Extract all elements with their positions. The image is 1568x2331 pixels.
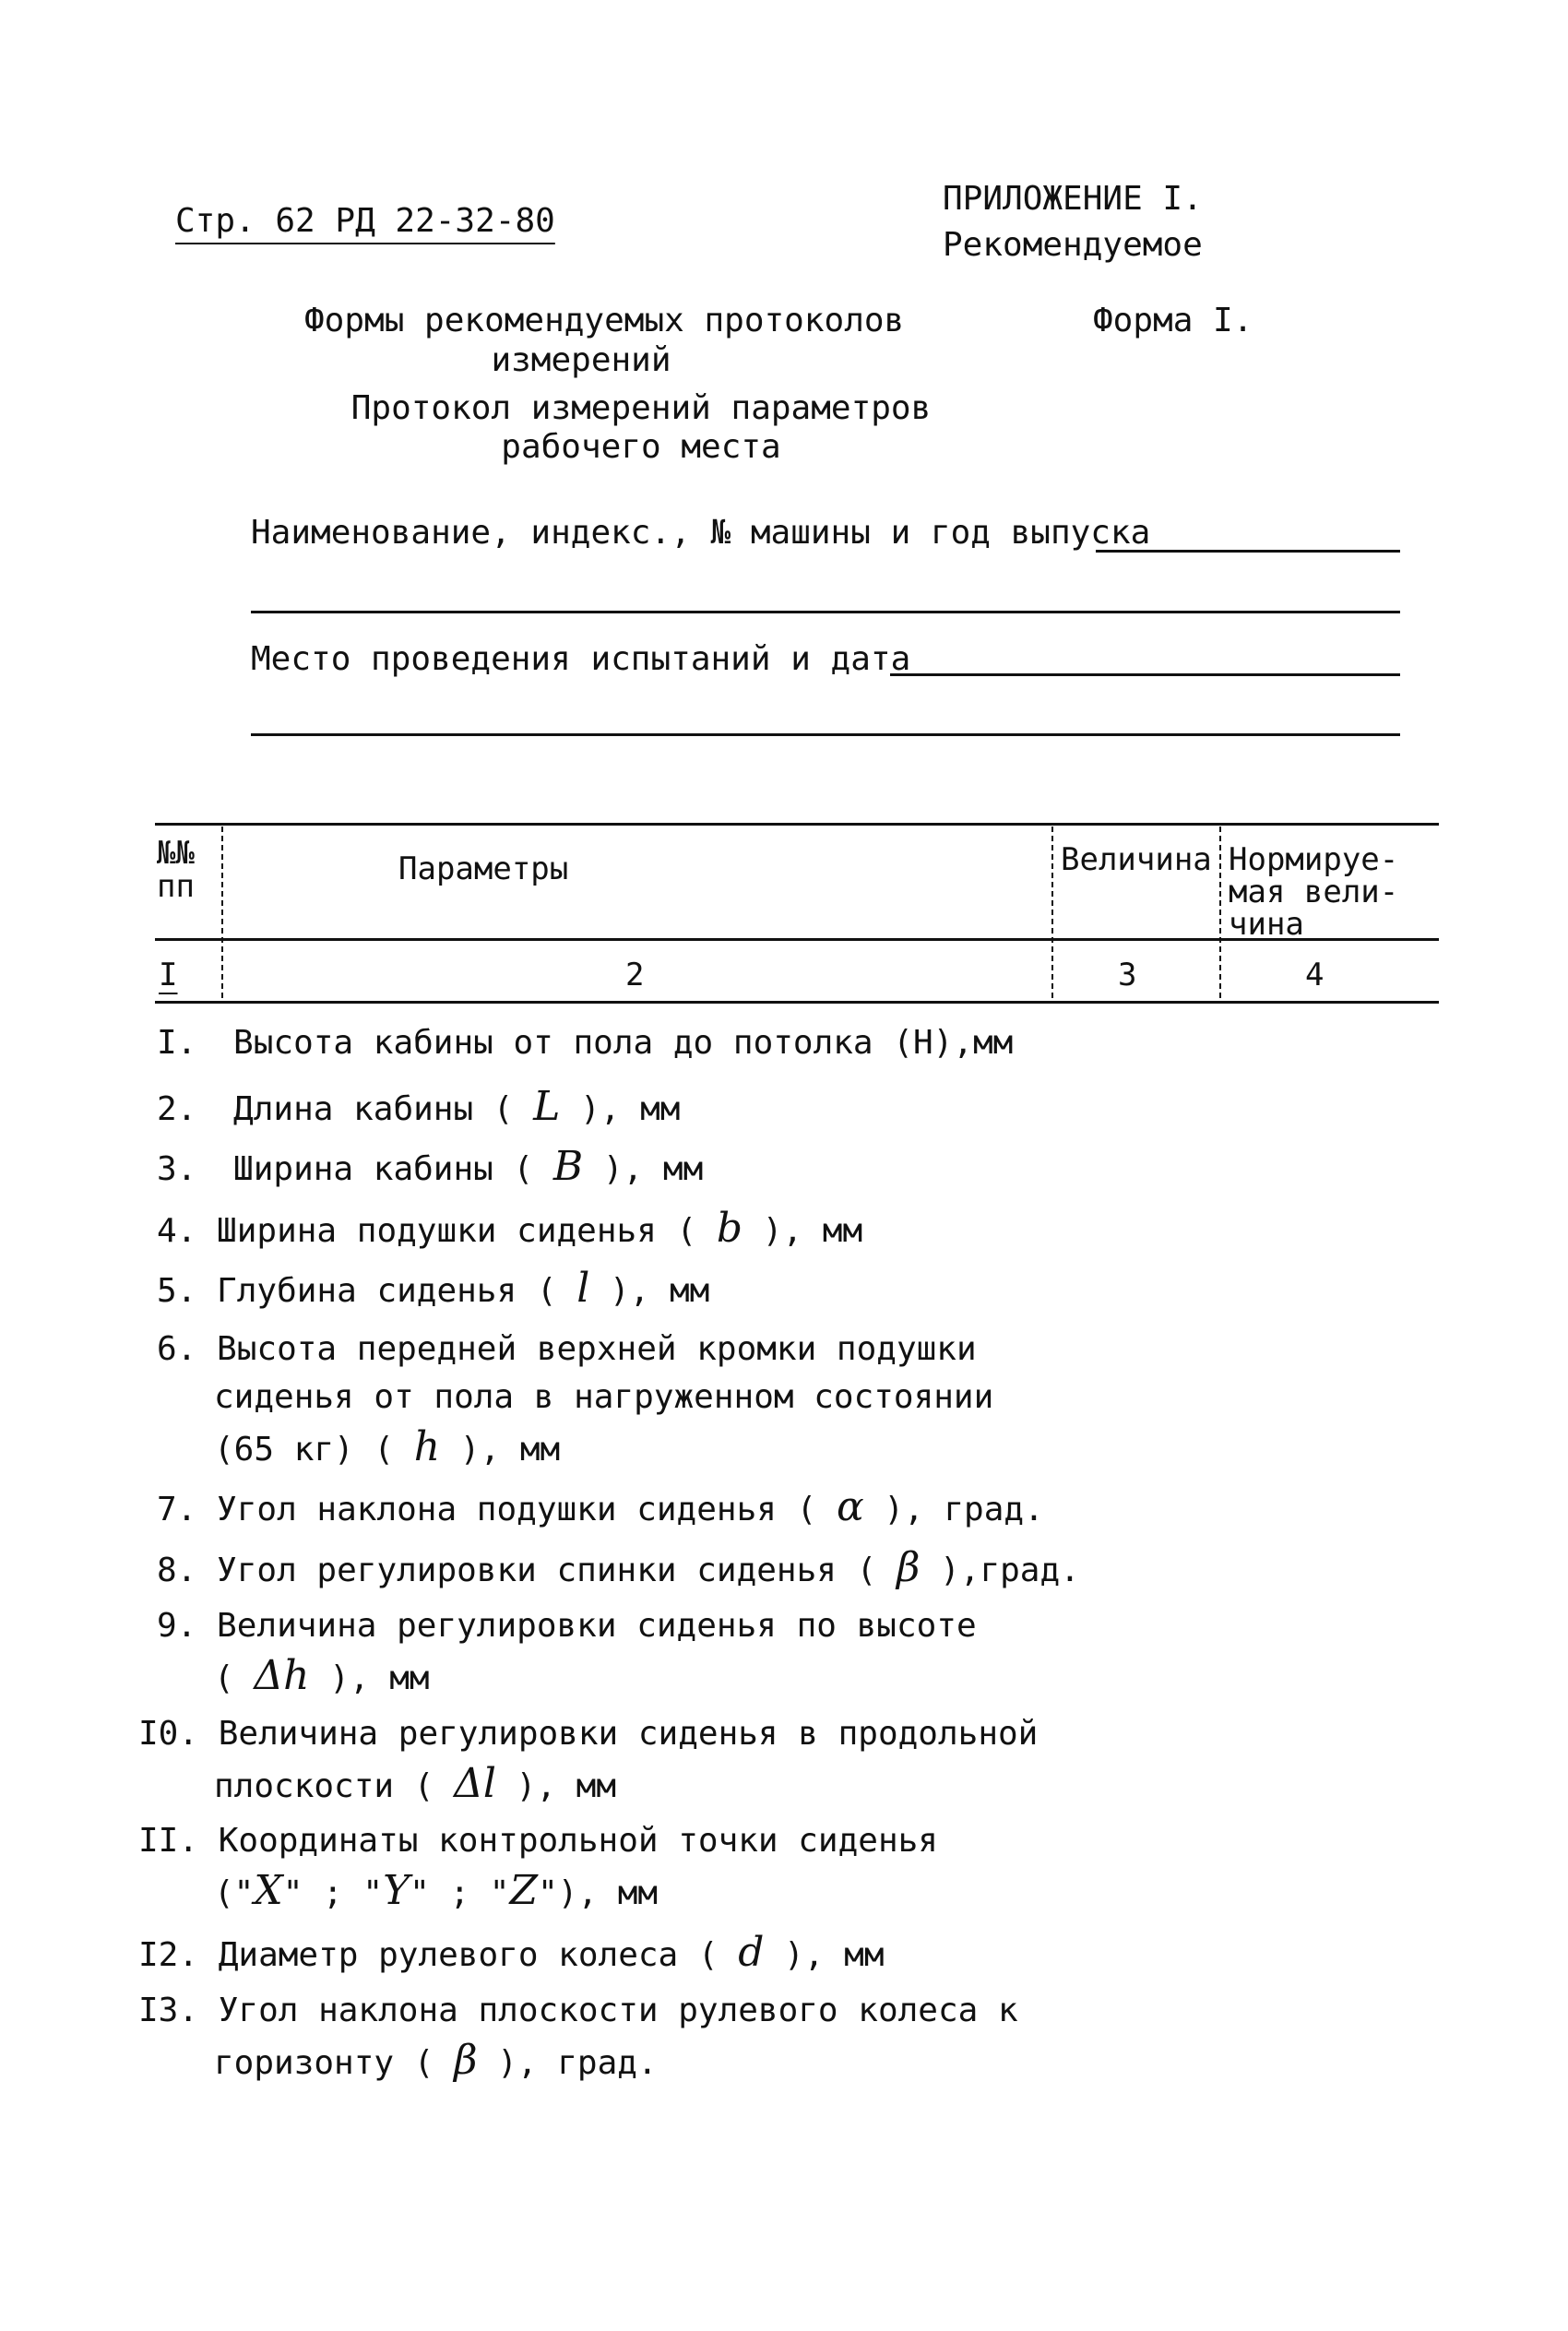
form-label: Форма I. [1093, 302, 1253, 339]
item-number: 8. [157, 1552, 197, 1589]
symbol-delta-h: Δh [254, 1652, 310, 1699]
item-text: Высота кабины от пола до потолка (Н),мм [233, 1024, 1014, 1062]
item-9: 9. Величина регулировки сиденья по высоте [157, 1607, 977, 1645]
item-number: II. [138, 1822, 199, 1860]
item-number: 4. [157, 1212, 197, 1250]
col-number-3: 3 [1118, 957, 1137, 993]
item-10-line-2: плоскости ( Δl ), мм [214, 1760, 617, 1807]
item-number: I. [157, 1024, 197, 1062]
item-10: I0. Величина регулировки сиденья в продольной [138, 1715, 1039, 1753]
item-6-line-3: (65 кг) ( h ), мм [214, 1423, 561, 1470]
item-7: 7. Угол наклона подушки сиденья ( α ), град. [157, 1483, 1044, 1530]
header-value: Величина [1061, 841, 1212, 878]
symbol-b: b [716, 1205, 743, 1252]
place-field-blank-2[interactable] [251, 733, 1400, 736]
item-11-line-2: ("X" ; "Y" ; "Z"), мм [214, 1867, 659, 1914]
header-num-line-1: №№ [157, 835, 195, 872]
appendix-status: Рекомендуемое [943, 226, 1203, 264]
symbol-beta: β [896, 1544, 921, 1591]
symbol-B: B [552, 1143, 584, 1190]
header-norm-line-2: мая вели- [1229, 874, 1399, 910]
symbol-L: L [533, 1083, 561, 1130]
item-9-line-2: ( Δh ), мм [214, 1652, 430, 1699]
item-12: I2. Диаметр рулевого колеса ( d ), мм [138, 1929, 885, 1976]
symbol-delta-l: Δl [454, 1760, 496, 1807]
item-number: 2. [157, 1090, 197, 1128]
title-line-3: Протокол измерений параметров [350, 389, 932, 427]
item-2: 2. Длина кабины ( L ), мм [157, 1083, 681, 1130]
header-norm-line-1: Нормируе- [1229, 841, 1399, 878]
symbol-z: Z [509, 1867, 539, 1914]
item-number: 6. [157, 1330, 197, 1368]
item-5: 5. Глубина сиденья ( l ), мм [157, 1265, 710, 1312]
table-bottom-rule [155, 1001, 1439, 1004]
header-num-line-2: пп [157, 868, 195, 905]
title-line-1: Формы рекомендуемых протоколов [304, 302, 905, 339]
col-number-2: 2 [625, 957, 645, 993]
place-field-blank[interactable] [890, 673, 1400, 676]
symbol-beta-2: β [454, 2037, 478, 2084]
col-number-4: 4 [1305, 957, 1324, 993]
table-col-divider-2 [1051, 827, 1053, 998]
place-field-label: Место проведения испытаний и дата [251, 640, 911, 678]
header-norm-line-3: чина [1229, 906, 1304, 943]
item-3: 3. Ширина кабины ( B ), мм [157, 1143, 704, 1190]
machine-field-blank-2[interactable] [251, 611, 1400, 613]
item-number: 7. [157, 1491, 197, 1528]
table-col-divider-3 [1219, 827, 1221, 998]
machine-field-label: Наименование, индекс., № машины и год выпуска [251, 514, 1151, 552]
symbol-y: Y [383, 1867, 410, 1914]
item-13: I3. Угол наклона плоскости рулевого колеса к [138, 1992, 1018, 2029]
symbol-l: l [576, 1265, 590, 1312]
item-6: 6. Высота передней верхней кромки подушки [157, 1330, 977, 1368]
item-number: I3. [138, 1992, 199, 2029]
item-11: II. Координаты контрольной точки сиденья [138, 1822, 938, 1860]
table-col-divider-1 [221, 827, 223, 998]
symbol-h: h [413, 1423, 441, 1470]
item-8: 8. Угол регулировки спинки сиденья ( β ),град. [157, 1544, 1080, 1591]
machine-field-blank[interactable] [1096, 550, 1400, 553]
item-number: I0. [138, 1715, 199, 1753]
col-number-1: I [159, 957, 178, 993]
symbol-x: X [254, 1867, 283, 1914]
item-number: I2. [138, 1936, 199, 1974]
item-number: 3. [157, 1150, 197, 1188]
item-number: 9. [157, 1607, 197, 1645]
symbol-d: d [738, 1929, 765, 1976]
header-params: Параметры [398, 850, 569, 887]
item-6-line-2: сиденья от пола в нагруженном состоянии [214, 1378, 994, 1416]
item-number: 5. [157, 1272, 197, 1310]
table-top-rule [155, 823, 1439, 826]
title-line-4: рабочего места [501, 428, 781, 466]
page-reference: Стр. 62 РД 22-32-80 [175, 202, 555, 240]
title-line-2: измерений [491, 341, 671, 379]
appendix-title: ПРИЛОЖЕНИЕ I. [943, 180, 1203, 218]
item-1 [157, 1024, 1014, 1062]
symbol-alpha: α [836, 1483, 864, 1530]
item-4: 4. Ширина подушки сиденья ( b ), мм [157, 1205, 863, 1252]
item-13-line-2: горизонту ( β ), град. [214, 2037, 658, 2084]
